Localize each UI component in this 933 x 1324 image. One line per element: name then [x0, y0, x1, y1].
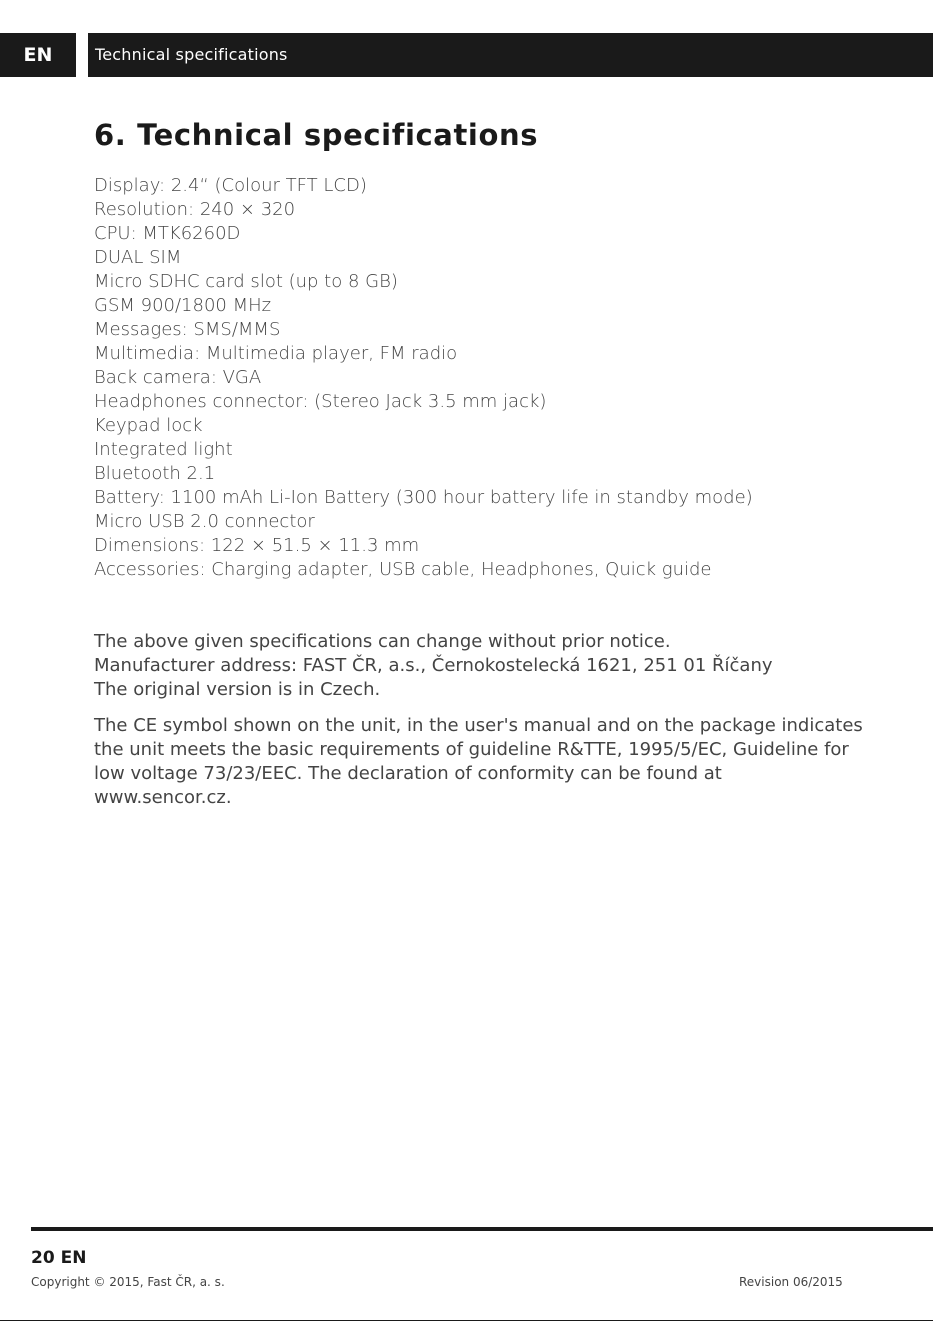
- section-header-title: Technical specifications: [88, 33, 933, 77]
- revision: Revision 06/2015: [739, 1275, 843, 1289]
- language-tab: EN: [0, 33, 76, 77]
- spec-item: CPU: MTK6260D: [94, 223, 241, 244]
- header-bar: [0, 33, 933, 77]
- spec-item: Micro SDHC card slot (up to 8 GB): [94, 271, 398, 292]
- bottom-divider: [0, 1320, 933, 1321]
- notes-block: [94, 630, 864, 702]
- spec-item: Multimedia: Multimedia player, FM radio: [94, 343, 458, 364]
- footer-divider: [31, 1227, 933, 1231]
- spec-item: Accessories: Charging adapter, USB cable, Headphones, Quick guide: [94, 559, 712, 580]
- spec-item: Display: 2.4“ (Colour TFT LCD): [94, 175, 367, 196]
- spec-item: Back camera: VGA: [94, 367, 262, 388]
- page-number: 20 EN: [31, 1248, 87, 1268]
- ce-declaration: The CE symbol shown on the unit, in the user's manual and on the package indicates the unit meets the basic requirements of guideline R&TTE, 1995/5/EC, Guideline for low voltage 73/23/EEC. The declaration of conformity can be found at www.sencor.cz.: [94, 715, 863, 808]
- spec-list: [94, 174, 874, 582]
- spec-item: Dimensions: 122 × 51.5 × 11.3 mm: [94, 535, 420, 556]
- copyright: Copyright © 2015, Fast ČR, a. s.: [31, 1275, 225, 1289]
- page-title: 6. Technical specifications: [94, 118, 539, 152]
- spec-change-notice: The above given specifications can change without prior notice.: [94, 631, 671, 652]
- spec-item: DUAL SIM: [94, 247, 182, 268]
- original-language-note: The original version is in Czech.: [94, 679, 381, 700]
- spec-item: Integrated light: [94, 439, 233, 460]
- spec-item: Micro USB 2.0 connector: [94, 511, 315, 532]
- spec-item: Keypad lock: [94, 415, 203, 436]
- spec-item: Battery: 1100 mAh Li-Ion Battery (300 hour battery life in standby mode): [94, 487, 753, 508]
- spec-item: Headphones connector: (Stereo Jack 3.5 mm jack): [94, 391, 547, 412]
- spec-item: Messages: SMS/MMS: [94, 319, 281, 340]
- spec-item: Bluetooth 2.1: [94, 463, 216, 484]
- spec-item: Resolution: 240 × 320: [94, 199, 296, 220]
- manufacturer-address: Manufacturer address: FAST ČR, a.s., Černokostelecká 1621, 251 01 Říčany: [94, 655, 773, 676]
- spec-item: GSM 900/1800 MHz: [94, 295, 272, 316]
